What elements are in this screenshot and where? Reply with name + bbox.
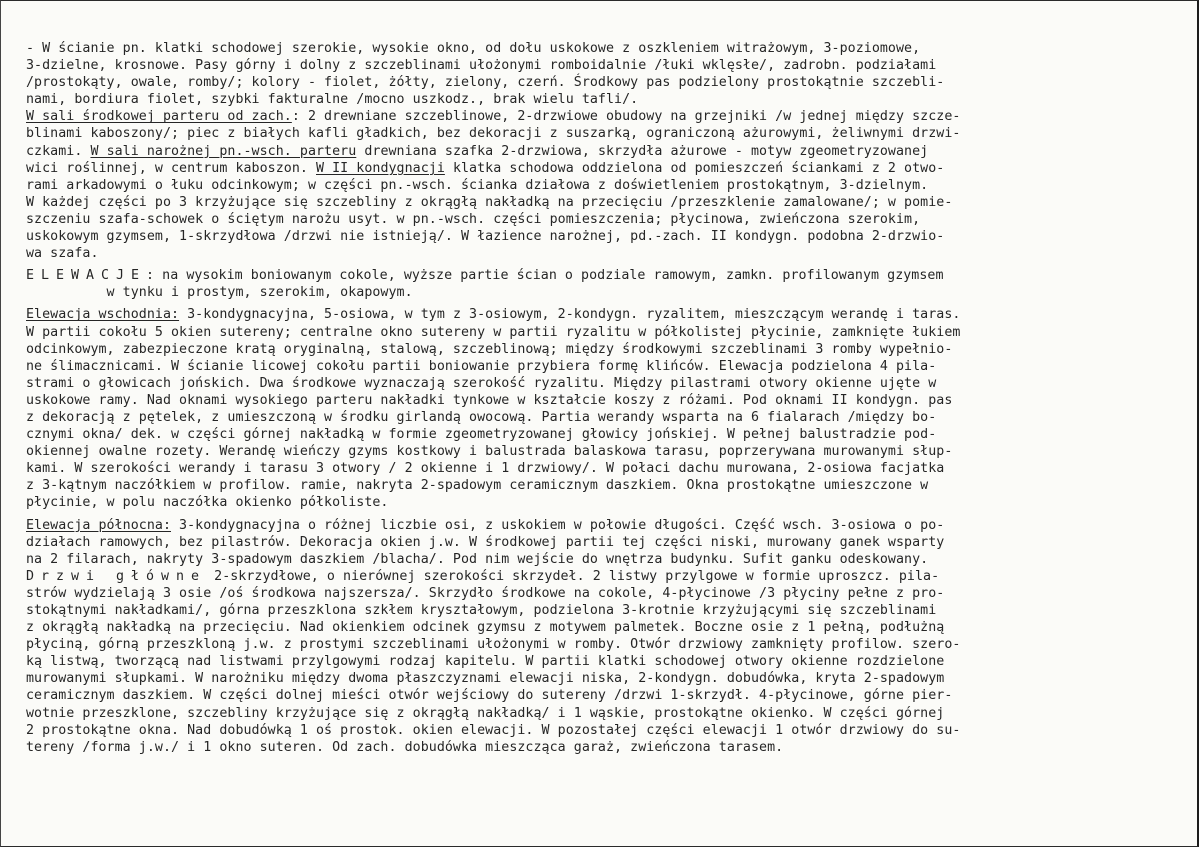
underlined-heading: W sali środkowej parteru od zach. (26, 109, 292, 125)
text-line (26, 177, 1176, 194)
text-line (26, 91, 1176, 108)
text-line (26, 687, 1176, 704)
typewritten-page (26, 40, 1176, 756)
text-line (26, 534, 1176, 551)
underlined-heading: W sali narożnej pn.-wsch. parteru (90, 143, 357, 159)
section-intro (26, 40, 1176, 262)
text-line (26, 653, 1176, 670)
text-line (26, 211, 1176, 228)
text-run: stokątnymi nakładkami/, górna przeszklona szkłem kryształowym, podzielona 3-krotnie krzyżującymi się szczeblinami (26, 603, 937, 618)
text-run: z okrągłą nakładką na przecięciu. Nad okienkiem odcinek gzymsu z motywem palmetek. Boczne osie z 1 pełną, podłużną (26, 620, 945, 636)
text-line (26, 358, 1176, 375)
underlined-heading: Elewacja wschodnia: (26, 307, 180, 323)
text-run: rami arkadowymi o łuku odcinkowym; w części pn.-wsch. ścianka działowa z doświetleniem prostokątnym, 3-dzielnym. (26, 177, 929, 193)
text-line (26, 284, 1176, 301)
text-run: nami, bordiura fiolet, szybki fakturalne /mocno uszkodz., brak wielu tafli/. (26, 92, 639, 108)
text-line (26, 160, 1176, 177)
spaced-heading: Drzwi główne (26, 568, 207, 584)
spaced-heading: ELEWACJE (26, 268, 147, 284)
text-line (26, 392, 1176, 409)
section-wschodnia (26, 306, 1176, 511)
text-line (26, 426, 1176, 443)
text-run: uskokowym gzymsem, 1-skrzydłowa /drzwi nie istnieją/. W łazience narożnej, pd.-zach. II kondygn. podobna 2-drzwio- (26, 229, 945, 245)
text-run: 3-dzielne, krosnowe. Pasy górny i dolny z szczeblinami ułożonymi romboidalnie /łuki wklęsłe/, zadrobn. podziałami (26, 58, 937, 74)
text-line (26, 477, 1176, 494)
text-run: wotnie przeszklone, szczebliny krzyżujące się z okrągłą nakładką/ i 1 wąskie, prostokątne okienko. W części górnej (26, 705, 945, 721)
section-polnocna (26, 517, 1176, 756)
text-run: szczeniu szafa-schowek o ściętym narożu usyt. w pn.-wsch. części pomieszczenia; płycinowa, zwieńczona szerokim, (26, 211, 921, 227)
text-run: W partii cokołu 5 okien sutereny; centralne okno sutereny w partii ryzalitu w półkolistej płycinie, zamknięte łukiem (26, 324, 961, 340)
text-run: uskokowe ramy. Nad oknami wysokiego parteru nakładki tynkowe w kształcie koszy z różami. Pod oknami II kondygn. pas (26, 392, 953, 408)
underlined-heading: W II kondygnacji (316, 160, 445, 176)
text-run: 3-kondygnacyjna, 5-osiowa, w tym z 3-osiowym, 2-kondygn. ryzalitem, mieszczącym werandę i taras. (179, 307, 961, 323)
text-run: wici roślinnej, w centrum kaboszon. (26, 160, 316, 176)
text-line (26, 125, 1176, 142)
text-line (26, 409, 1176, 426)
text-run: : na wysokim boniowanym cokole, wyższe partie ścian o podziale ramowym, zamkn. profilowanym gzymsem (146, 268, 944, 284)
text-line (26, 57, 1176, 74)
text-line (26, 443, 1176, 460)
text-line (26, 739, 1176, 756)
text-line (26, 722, 1176, 739)
text-line (26, 228, 1176, 245)
text-run: płycinie, w polu naczółka okienko półkoliste. (26, 495, 389, 511)
text-run: cznymi okna/ dek. w części górnej nakładką w formie zgeometryzowanej głowicy jońskiej. W pełnej balustradzie pod- (26, 427, 937, 443)
text-line (26, 517, 1176, 534)
text-line (26, 306, 1176, 323)
text-line (26, 670, 1176, 687)
text-run: ką listwą, tworzącą nad listwami przylgowymi rodzaj kapitelu. W partii klatki schodowej otwory okienne rozdzielone (26, 654, 945, 670)
text-line (26, 602, 1176, 619)
text-run: ceramicznym daszkiem. W części dolnej mieści otwór wejściowy do sutereny /drzwi 1-skrzydł. 4-płycinowe, górne pier- (26, 688, 953, 704)
text-line (26, 585, 1176, 602)
text-run: kami. W szerokości werandy i tarasu 3 otwory / 2 okienne i 1 drzwiowy/. W połaci dachu murowana, 2-osiowa facjatka (26, 461, 945, 477)
text-run: ne ślimacznicami. W ścianie licowej cokołu partii boniowanie przybiera formę klińców. Elewacja podzielona 4 pila- (26, 358, 937, 374)
text-line (26, 194, 1176, 211)
text-run: czkami. (26, 143, 91, 159)
text-line (26, 341, 1176, 358)
text-line (26, 705, 1176, 722)
text-line (26, 267, 1176, 284)
text-line (26, 568, 1176, 585)
text-run: z 3-kątnym naczółkiem w profilow. ramie, nakryta 2-spadowym ceramicznym daszkiem. Okna prostokątne umieszczone w (26, 478, 929, 494)
text-line (26, 74, 1176, 91)
text-line (26, 143, 1176, 160)
text-line (26, 245, 1176, 262)
text-line (26, 40, 1176, 57)
text-run: W każdej części po 3 krzyżujące się szczebliny z okrągłą nakładką na przecięciu /przeszklenie zamalowane/; w pomie- (26, 194, 953, 210)
text-run: działach ramowych, bez pilastrów. Dekoracja okien j.w. W środkowej partii tej części niski, murowany ganek wsparty (26, 534, 945, 550)
text-run: /prostokąty, owale, romby/; kolory - fiolet, żółty, zielony, czerń. Środkowy pas podzielony prostokątnie szczebli- (26, 75, 945, 91)
text-run: na 2 filarach, nakryty 3-spadowym daszkiem /blacha/. Pod nim wejście do wnętrza budynku. Sufit ganku odeskowany. (26, 551, 929, 567)
text-run: drewniana szafka 2-drzwiowa, skrzydła ażurowe - motyw zgeometryzowanej (356, 143, 929, 159)
underlined-heading: Elewacja północna: (26, 517, 171, 533)
text-run: blinami kaboszony/; piec z białych kafli gładkich, bez dekoracji z suszarką, ograniczoną ażurowymi, żeliwnymi drzwi- (26, 126, 961, 142)
text-line (26, 619, 1176, 636)
text-line (26, 494, 1176, 511)
text-line (26, 324, 1176, 341)
text-run: z dekoracją z pętelek, z umieszczoną w środku girlandą owocową. Partia werandy wsparta na 6 fialarach /między bo- (26, 409, 937, 425)
text-run: 2 prostokątne okna. Nad dobudówką 1 oś prostok. okien elewacji. W pozostałej części elewacji 1 otwór drzwiowy do su- (26, 722, 961, 738)
text-run: 2-skrzydłowe, o nierównej szerokości skrzydeł. 2 listwy przylgowe w formie uproszcz. pila- (206, 568, 940, 584)
text-run: w tynku i prostym, szerokim, okapowym. (26, 285, 413, 301)
text-run: okiennej owalne rozety. Werandę wieńczy gzyms kostkowy i balustrada balaskowa tarasu, poprzerywana murowanymi słup- (26, 444, 953, 460)
text-line (26, 108, 1176, 125)
text-run: strów wydzielają 3 osie /oś środkowa najszersza/. Skrzydło środkowe na cokole, 4-płycinowe /3 płyciny pełne z pro- (26, 585, 945, 601)
text-run: 3-kondygnacyjna o różnej liczbie osi, z uskokiem w połowie długości. Część wsch. 3-osiowa o po- (171, 517, 945, 533)
text-line (26, 636, 1176, 653)
text-run: strami o głowicach jońskich. Dwa środkowe wyznaczają szerokość ryzalitu. Między pilastrami otwory okienne ujęte w (26, 375, 937, 391)
text-run: odcinkowym, zabezpieczone kratą oryginalną, stalową, szczeblinową; między środkowymi szczeblinami 3 romby wypełnio- (26, 341, 953, 357)
text-line (26, 551, 1176, 568)
text-run: płyciną, górną przeszkloną j.w. z prostymi szczeblinami ułożonymi w romby. Otwór drzwiowy zamknięty profilow. szero- (26, 637, 961, 653)
text-line (26, 375, 1176, 392)
text-run: tereny /forma j.w./ i 1 okno suteren. Od zach. dobudówka mieszcząca garaż, zwieńczona tarasem. (26, 739, 784, 755)
text-run: : 2 drewniane szczeblinowe, 2-drzwiowe obudowy na grzejniki /w jednej między szcze- (291, 109, 961, 125)
text-run: wa szafa. (26, 246, 99, 262)
section-elewacje (26, 267, 1176, 301)
text-run: klatka schodowa oddzielona od pomieszczeń ściankami z 2 otwo- (444, 160, 945, 176)
text-run: murowanymi słupkami. W narożniku między dwoma płaszczyznami elewacji niska, 2-kondygn. dobudówka, kryta 2-spadowym (26, 671, 945, 687)
text-line (26, 460, 1176, 477)
text-run: - W ścianie pn. klatki schodowej szerokie, wysokie okno, od dołu uskokowe z oszkleniem witrażowym, 3-poziomowe, (26, 41, 921, 56)
